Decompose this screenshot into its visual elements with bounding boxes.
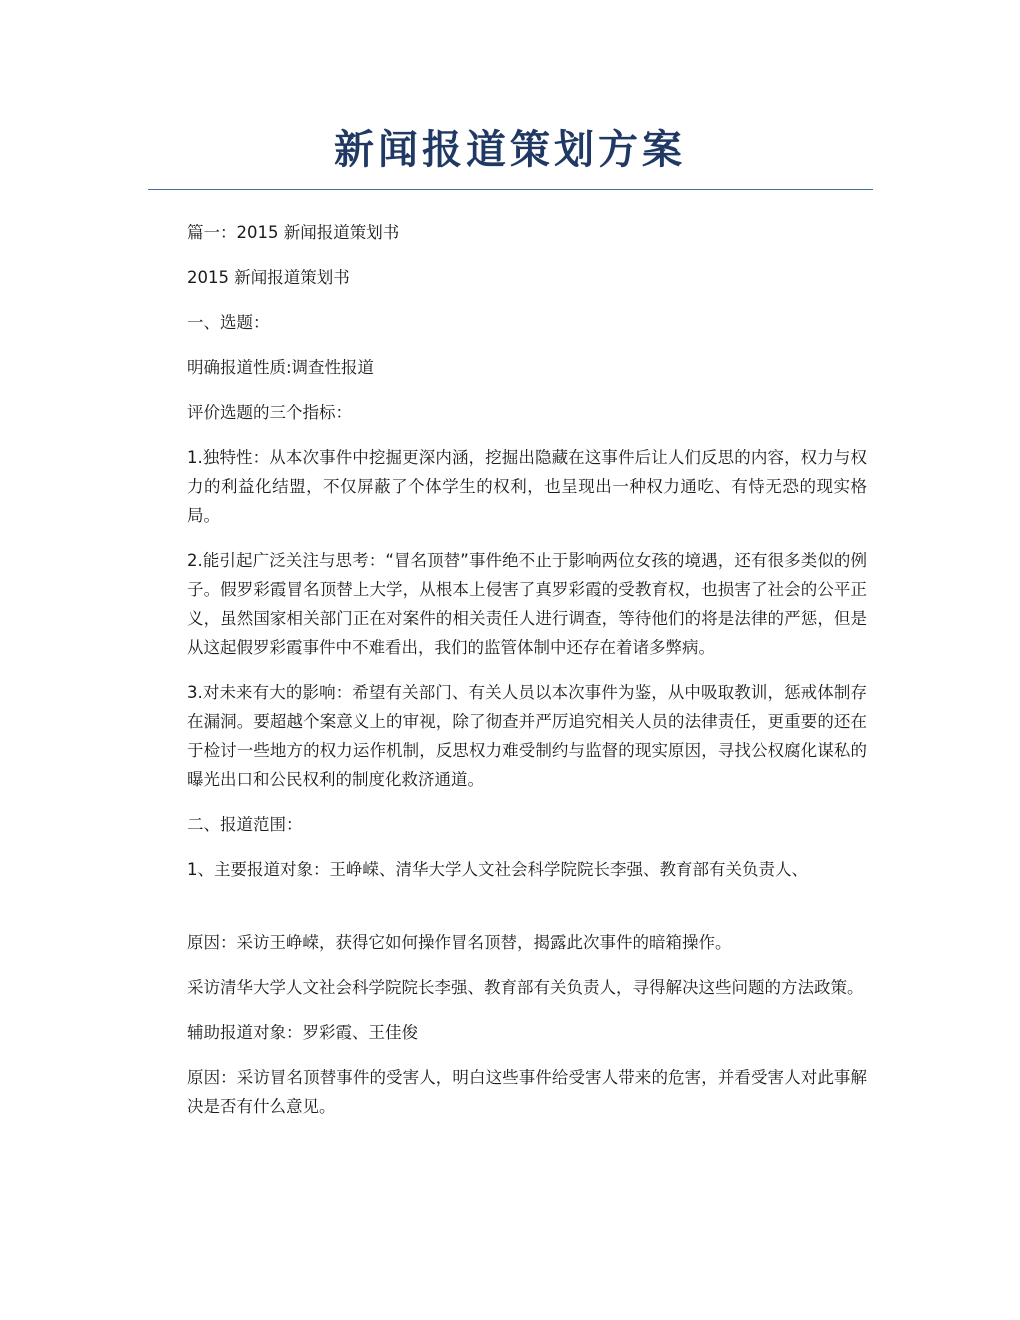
document-body (187, 218, 867, 1137)
document-title: 新闻报道策划方案 (334, 127, 686, 173)
paragraph-secondary-subjects: 辅助报道对象：罗彩霞、王佳俊 (187, 1023, 418, 1042)
paragraph-three-criteria: 评价选题的三个指标： (187, 403, 352, 422)
paragraph-subtitle: 2015 新闻报道策划书 (187, 268, 350, 287)
paragraph-criterion-2: 2.能引起广泛关注与思考：“冒名顶替”事件绝不止于影响两位女孩的境遇，还有很多类似的例子。假罗彩霞冒名顶替上大学，从根本上侵害了真罗彩霞的受教育权，也损害了社会的公平正义，虽然国家相关部门正在对案件的相关责任人进行调查，等待他们的将是法律的严惩，但是从这起假罗彩霞事件中不难看出，我们的监管体制中还存在着诸多弊病。 (187, 551, 867, 657)
paragraph-main-subjects: 1、主要报道对象：王峥嵘、清华大学人文社会科学院院长李强、教育部有关负责人、 (187, 860, 808, 879)
paragraph-section-heading: 篇一：2015 新闻报道策划书 (187, 223, 400, 242)
paragraph-reason-1: 原因：采访王峥嵘，获得它如何操作冒名顶替，揭露此次事件的暗箱操作。 (187, 933, 732, 952)
paragraph-heading-topic: 一、选题： (187, 313, 270, 332)
title-divider (148, 189, 873, 190)
paragraph-reason-2: 原因：采访冒名顶替事件的受害人，明白这些事件给受害人带来的危害，并看受害人对此事解决是否有什么意见。 (187, 1068, 867, 1116)
paragraph-report-nature: 明确报道性质:调查性报道 (187, 358, 375, 377)
paragraph-heading-scope: 二、报道范围： (187, 815, 303, 834)
paragraph-criterion-1: 1.独特性：从本次事件中挖掘更深内涵，挖掘出隐藏在这事件后让人们反思的内容，权力与权力的利益化结盟，不仅屏蔽了个体学生的权利，也呈现出一种权力通吃、有恃无恐的现实格局。 (187, 448, 867, 525)
paragraph-interview-officials: 采访清华大学人文社会科学院院长李强、教育部有关负责人，寻得解决这些问题的方法政策。 (187, 978, 864, 997)
paragraph-criterion-3: 3.对未来有大的影响：希望有关部门、有关人员以本次事件为鉴，从中吸取教训，惩戒体制存在漏洞。要超越个案意义上的审视，除了彻查并严厉追究相关人员的法律责任，更重要的还在于检讨一些地方的权力运作机制，反思权力难受制约与监督的现实原因，寻找公权腐化谋私的曝光出口和公民权利的制度化救济通道。 (187, 683, 867, 789)
